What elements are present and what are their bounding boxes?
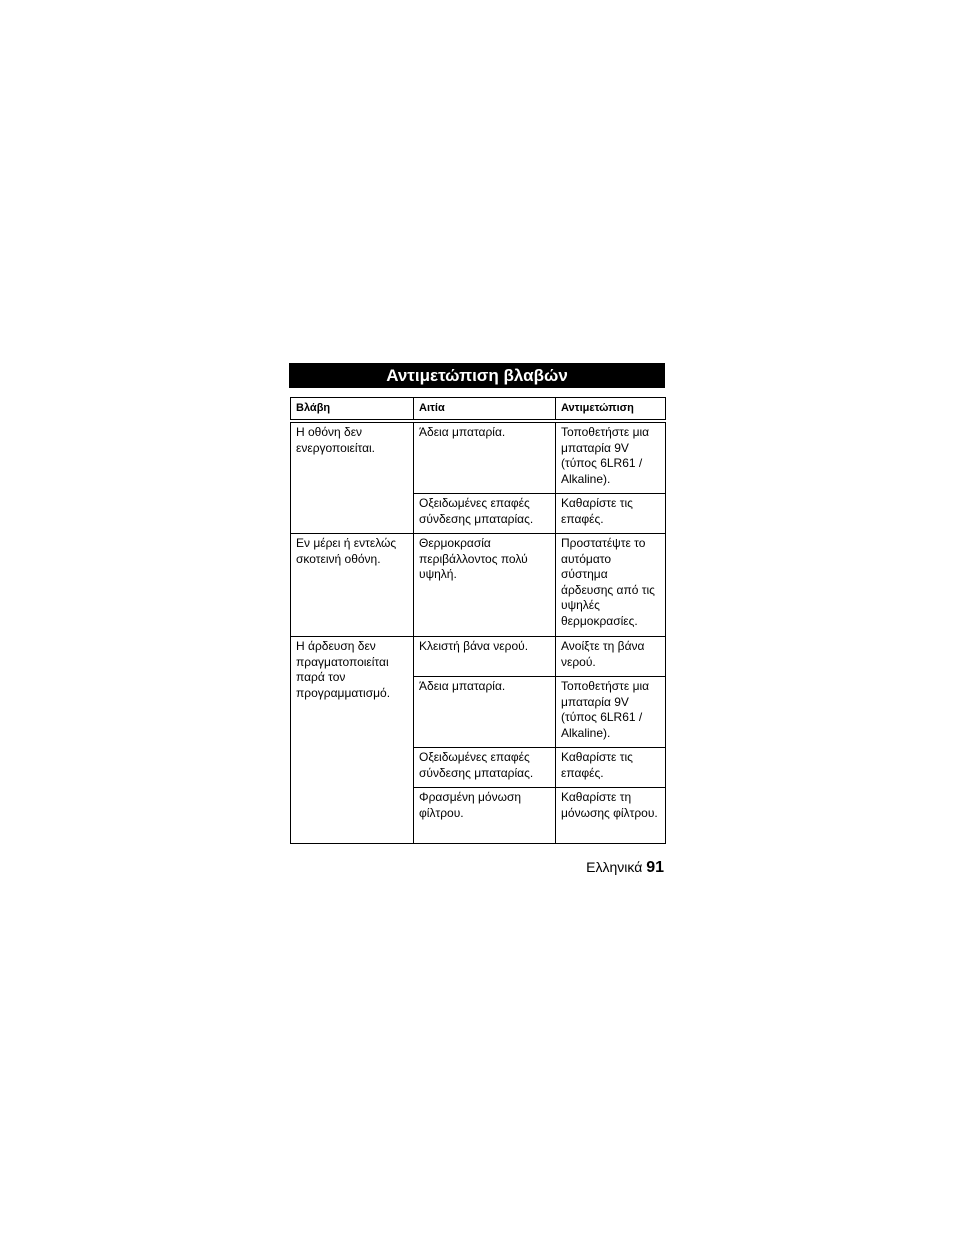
header-remedy: Αντιμετώπιση: [556, 398, 666, 420]
remedy-cell: Προστατέψτε το αυτόματο σύστημα άρδευσης από τις υψηλές θερμοκρασίες.: [556, 534, 666, 637]
section-title: Αντιμετώπιση βλαβών: [289, 363, 665, 388]
cause-cell: Οξειδωμένες επαφές σύνδεσης μπαταρίας.: [414, 494, 556, 534]
cause-cell: Οξειδωμένες επαφές σύνδεσης μπαταρίας.: [414, 748, 556, 788]
fault-cell: Η οθόνη δεν ενεργοποιείται.: [291, 423, 414, 534]
remedy-cell: Ανοίξτε τη βάνα νερού.: [556, 637, 666, 677]
remedy-cell: Καθαρίστε τις επαφές.: [556, 494, 666, 534]
remedy-cell: Τοποθετήστε μια μπαταρία 9V (τύπος 6LR61 / Alkaline).: [556, 677, 666, 748]
fault-cell: Εν μέρει ή εντελώς σκοτεινή οθόνη.: [291, 534, 414, 637]
troubleshooting-table-container: [290, 397, 665, 844]
table-row: [291, 423, 666, 494]
cause-cell: Άδεια μπαταρία.: [414, 677, 556, 748]
remedy-cell: Τοποθετήστε μια μπαταρία 9V (τύπος 6LR61 / Alkaline).: [556, 423, 666, 494]
cause-cell: Κλειστή βάνα νερού.: [414, 637, 556, 677]
cause-cell: Άδεια μπαταρία.: [414, 423, 556, 494]
table-header-row: [291, 398, 666, 420]
remedy-cell: Καθαρίστε τη μόνωσης φίλτρου.: [556, 788, 666, 844]
page-footer: [560, 857, 664, 878]
table-row: [291, 637, 666, 677]
footer-language: Ελληνικά: [586, 859, 643, 875]
remedy-cell: Καθαρίστε τις επαφές.: [556, 748, 666, 788]
troubleshooting-table: [290, 397, 666, 844]
cause-cell: Φρασμένη μόνωση φίλτρου.: [414, 788, 556, 844]
header-cause: Αιτία: [414, 398, 556, 420]
cause-cell: Θερμοκρασία περιβάλλοντος πολύ υψηλή.: [414, 534, 556, 637]
table-row: [291, 534, 666, 637]
header-fault: Βλάβη: [291, 398, 414, 420]
page-number: 91: [646, 859, 664, 876]
fault-cell: Η άρδευση δεν πραγματοποιείται παρά τον προγραμματισμό.: [291, 637, 414, 844]
